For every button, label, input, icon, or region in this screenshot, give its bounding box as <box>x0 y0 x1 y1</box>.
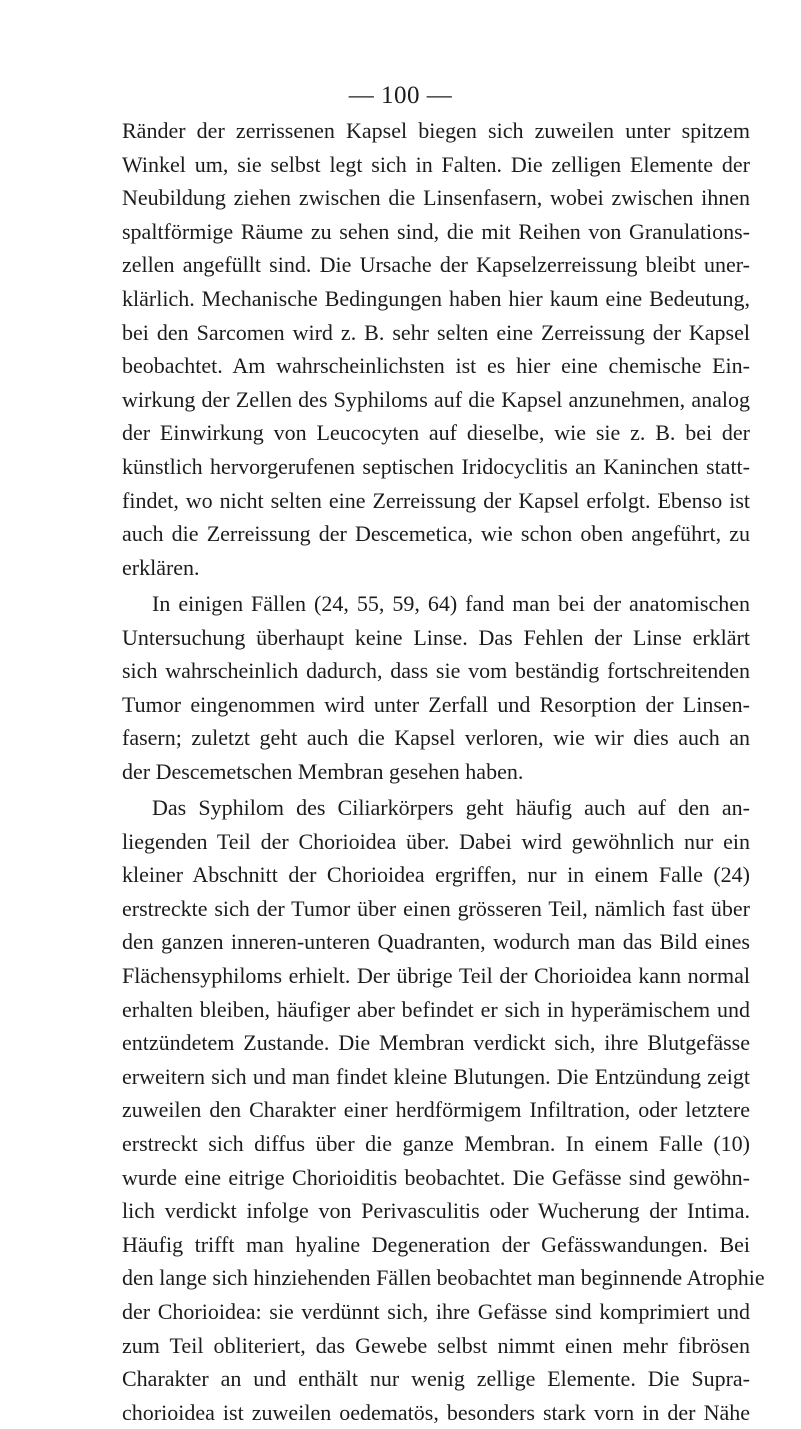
text-line: der Descemetschen Membran gesehen haben. <box>122 758 524 784</box>
text-line: wirkung der Zellen des Syphiloms auf die Kapsel anzunehmen, analog <box>122 386 750 412</box>
text-line: beobachtet. Am wahrscheinlichsten ist es hier eine chemische Ein- <box>122 353 750 379</box>
text-line: spaltförmige Räume zu sehen sind, die mit Reihen von Granulations- <box>122 218 750 244</box>
text-line: Tumor eingenommen wird unter Zerfall und Resorption der Linsen- <box>122 691 750 717</box>
text-line: zellen angefüllt sind. Die Ursache der Kapselzerreissung bleibt uner- <box>122 252 750 278</box>
text-line: erweitern sich und man findet kleine Blutungen. Die Entzündung zeigt <box>122 1063 750 1089</box>
text-line: klärlich. Mechanische Bedingungen haben hier kaum eine Bedeutung, <box>122 285 750 311</box>
text-line: fasern; zuletzt geht auch die Kapsel verloren, wie wir dies auch an <box>122 725 750 751</box>
text-line: der Einwirkung von Leucocyten auf dieselbe, wie sie z. B. bei der <box>122 420 750 446</box>
text-line: kleiner Abschnitt der Chorioidea ergriffen, nur in einem Falle (24) <box>122 862 750 888</box>
text-line: findet, wo nicht selten eine Zerreissung der Kapsel erfolgt. Ebenso ist <box>122 487 750 513</box>
text-line: Winkel um, sie selbst legt sich in Falten. Die zelligen Elemente der <box>122 151 750 177</box>
text-line: wurde eine eitrige Chorioiditis beobachtet. Die Gefässe sind gewöhn- <box>122 1164 750 1190</box>
text-line: zuweilen den Charakter einer herdförmigem Infiltration, oder letztere <box>122 1097 750 1123</box>
text-line: Neubildung ziehen zwischen die Linsenfasern, wobei zwischen ihnen <box>122 185 750 211</box>
text-line: Ränder der zerrissenen Kapsel biegen sich zuweilen unter spitzem <box>122 118 750 143</box>
text-line: den ganzen inneren-unteren Quadranten, wodurch man das Bild eines <box>122 929 750 955</box>
text-line: In einigen Fällen (24, 55, 59, 64) fand man bei der anatomischen <box>152 591 750 616</box>
text-line: der Chorioidea: sie verdünnt sich, ihre Gefässe sind komprimiert und <box>122 1298 750 1324</box>
text-line: chorioidea ist zuweilen oedematös, besonders stark vorn in der Nähe <box>122 1399 750 1425</box>
paragraph-2 <box>122 587 750 789</box>
text-line: künstlich hervorgerufenen septischen Iridocyclitis an Kaninchen statt- <box>122 453 750 479</box>
text-line: entzündetem Zustande. Die Membran verdickt sich, ihre Blutgefässe <box>122 1030 750 1056</box>
text-line: erstreckte sich der Tumor über einen grösseren Teil, nämlich fast über <box>122 895 750 921</box>
text-line: den lange sich hinziehenden Fällen beobachtet man beginnende Atrophie <box>122 1265 765 1291</box>
text-line: liegenden Teil der Chorioidea über. Dabei wird gewöhnlich nur ein <box>122 828 750 854</box>
text-line: erhalten bleiben, häufiger aber befindet er sich in hyperämischem und <box>122 996 750 1022</box>
text-line: bei den Sarcomen wird z. B. sehr selten eine Zerreissung der Kapsel <box>122 319 750 345</box>
text-line: Das Syphilom des Ciliarkörpers geht häufig auch auf den an- <box>152 795 750 820</box>
text-line: zum Teil obliteriert, das Gewebe selbst nimmt einen mehr fibrösen <box>122 1332 750 1358</box>
page-number: — 100 — <box>348 82 453 109</box>
text-line: Untersuchung überhaupt keine Linse. Das Fehlen der Linse erklärt <box>122 624 750 650</box>
text-line: sich wahrscheinlich dadurch, dass sie vom beständig fortschreitenden <box>122 658 750 684</box>
paragraph-1 <box>122 114 750 584</box>
text-line: lich verdickt infolge von Perivasculitis oder Wucherung der Intima. <box>122 1198 750 1224</box>
text-line: Flächensyphiloms erhielt. Der übrige Teil der Chorioidea kann normal <box>122 962 750 988</box>
text-line: erklären. <box>122 554 200 580</box>
text-line: auch die Zerreissung der Descemetica, wie schon oben angeführt, zu <box>122 521 750 547</box>
text-line: Häufig trifft man hyaline Degeneration der Gefässwandungen. Bei <box>122 1231 750 1257</box>
paragraph-3 <box>122 791 765 1429</box>
text-line: Charakter an und enthält nur wenig zellige Elemente. Die Supra- <box>122 1366 750 1392</box>
text-line: erstreckt sich diffus über die ganze Membran. In einem Falle (10) <box>122 1130 750 1156</box>
